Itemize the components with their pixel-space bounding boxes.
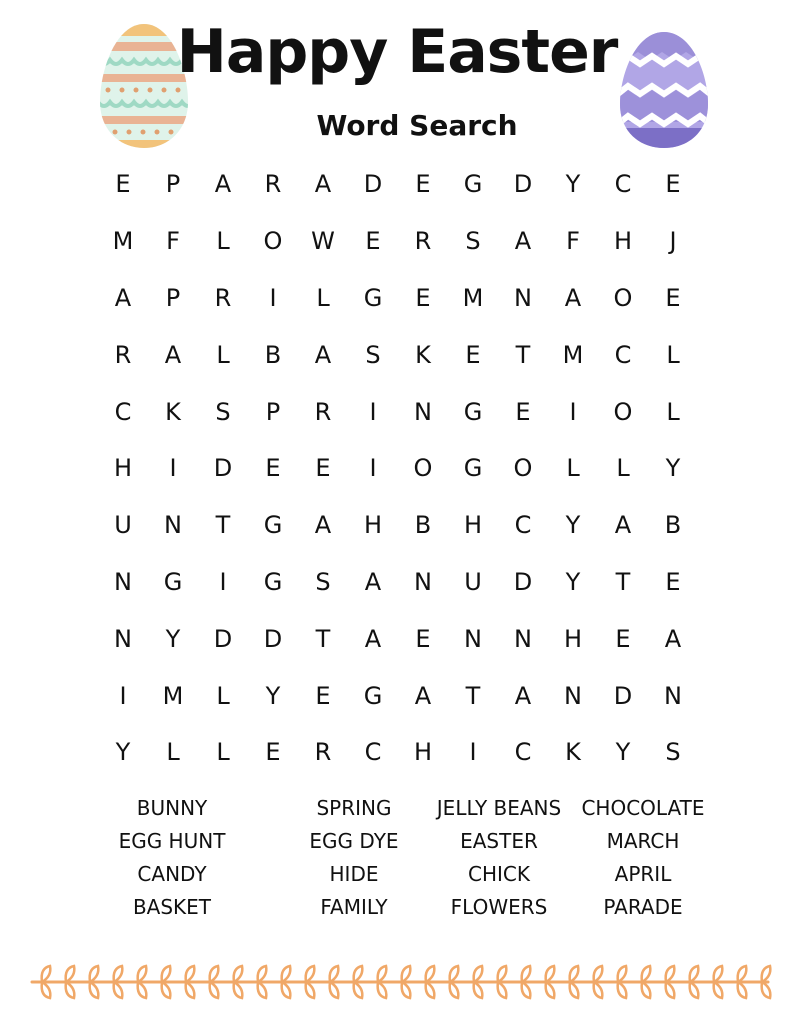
vine-leaf	[498, 966, 507, 982]
vine-leaf	[66, 982, 75, 998]
grid-letter: O	[263, 227, 283, 256]
word-list-item: BASKET	[132, 895, 212, 919]
grid-letter: N	[114, 624, 132, 653]
grid-letter: N	[164, 511, 182, 540]
grid-letter: R	[314, 397, 332, 426]
vine-leaf	[642, 982, 651, 998]
grid-letter: K	[415, 340, 431, 369]
letter-grid	[98, 156, 698, 781]
grid-letter: Y	[165, 624, 181, 653]
grid-letter: F	[566, 227, 580, 256]
grid-letter: N	[414, 567, 432, 596]
grid-letter: O	[613, 397, 633, 426]
grid-letter: L	[216, 340, 230, 369]
grid-letter: D	[513, 567, 533, 596]
grid-letter: N	[464, 624, 482, 653]
vine-leaf	[138, 982, 147, 998]
grid-letter: A	[214, 170, 232, 199]
grid-letter: F	[166, 227, 180, 256]
grid-letter: R	[214, 283, 232, 312]
grid-letter: S	[665, 738, 681, 767]
grid-letter: Y	[665, 454, 681, 483]
grid-letter: R	[414, 227, 432, 256]
grid-letter: T	[515, 340, 531, 369]
grid-letter: I	[469, 738, 477, 767]
grid-letter: T	[615, 567, 631, 596]
vine-leaf	[546, 982, 555, 998]
grid-letter: N	[514, 624, 532, 653]
word-list-item: CHOCOLATE	[581, 796, 705, 820]
grid-letter: Y	[115, 738, 131, 767]
word-list-item: FLOWERS	[450, 895, 548, 919]
page-subtitle: Word Search	[316, 109, 518, 142]
grid-letter: T	[215, 511, 231, 540]
grid-letter: D	[213, 624, 233, 653]
grid-letter: H	[413, 738, 433, 767]
grid-letter: L	[316, 283, 330, 312]
vine-leaf	[690, 982, 699, 998]
grid-letter: E	[665, 283, 681, 312]
word-list-item: MARCH	[606, 829, 680, 853]
grid-letter: L	[666, 397, 680, 426]
grid-letter: B	[264, 340, 282, 369]
grid-letter: S	[365, 340, 381, 369]
grid-letter: K	[165, 397, 181, 426]
grid-letter: H	[463, 511, 483, 540]
grid-letter: G	[163, 567, 183, 596]
vine-leaf	[234, 966, 243, 982]
grid-letter: N	[564, 681, 582, 710]
grid-letter: C	[614, 170, 632, 199]
word-list-item: PARADE	[603, 895, 683, 919]
vine-leaf	[162, 982, 171, 998]
grid-letter: G	[463, 170, 483, 199]
vine-border-decoration	[28, 960, 772, 1004]
vine-leaf	[594, 966, 603, 982]
vine-leaf	[90, 982, 99, 998]
vine-leaf	[282, 982, 291, 998]
vine-leaf	[258, 982, 267, 998]
grid-letter: A	[164, 340, 182, 369]
word-column	[558, 792, 728, 924]
grid-letter: N	[664, 681, 682, 710]
vine-leaf	[402, 982, 411, 998]
vine-leaf	[498, 982, 507, 998]
grid-letter: A	[364, 567, 382, 596]
grid-letter: P	[165, 170, 181, 199]
grid-letter: O	[513, 454, 533, 483]
vine-leaf	[378, 982, 387, 998]
word-list-item: CANDY	[137, 862, 207, 886]
grid-letter: O	[413, 454, 433, 483]
vine-leaf	[546, 966, 555, 982]
word-list-item: EASTER	[460, 829, 538, 853]
grid-letter: I	[369, 397, 377, 426]
grid-letter: G	[463, 454, 483, 483]
word-list-item: APRIL	[614, 862, 672, 886]
vine-leaf	[42, 966, 51, 982]
grid-letter: C	[514, 738, 532, 767]
grid-letter: A	[664, 624, 682, 653]
grid-letter: A	[514, 681, 532, 710]
vine-leaf	[210, 982, 219, 998]
grid-letter: K	[565, 738, 581, 767]
grid-letter: G	[363, 681, 383, 710]
vine-leaf	[738, 982, 747, 998]
vine-leaf	[570, 982, 579, 998]
word-list-item: EGG HUNT	[118, 829, 226, 853]
grid-letter: G	[363, 283, 383, 312]
grid-letter: S	[215, 397, 231, 426]
vine-leaf	[762, 982, 771, 998]
vine-leaf	[162, 966, 171, 982]
grid-letter: I	[169, 454, 177, 483]
vine-leaf	[210, 966, 219, 982]
vine-leaf	[618, 966, 627, 982]
grid-letter: M	[462, 283, 484, 312]
grid-letter: B	[664, 511, 682, 540]
grid-letter: P	[165, 283, 181, 312]
grid-letter: M	[562, 340, 584, 369]
word-list-item: BUNNY	[136, 796, 208, 820]
grid-letter: M	[112, 227, 134, 256]
vine-leaf	[666, 982, 675, 998]
grid-letter: A	[414, 681, 432, 710]
grid-letter: L	[216, 738, 230, 767]
grid-letter: A	[614, 511, 632, 540]
vine-leaf	[42, 982, 51, 998]
grid-letter: D	[263, 624, 283, 653]
grid-letter: D	[613, 681, 633, 710]
grid-letter: A	[114, 283, 132, 312]
vine-leaf	[570, 966, 579, 982]
grid-letter: H	[113, 454, 133, 483]
word-list-item: JELLY BEANS	[436, 796, 562, 820]
grid-letter: N	[514, 283, 532, 312]
grid-letter: O	[613, 283, 633, 312]
vine-leaf	[186, 982, 195, 998]
grid-letter: Y	[565, 511, 581, 540]
grid-letter: D	[513, 170, 533, 199]
grid-letter: S	[315, 567, 331, 596]
vine-leaf	[522, 982, 531, 998]
grid-letter: C	[614, 340, 632, 369]
grid-letter: E	[465, 340, 481, 369]
vine-leaf	[90, 966, 99, 982]
grid-letter: E	[415, 624, 431, 653]
grid-letter: I	[569, 397, 577, 426]
grid-letter: E	[315, 454, 331, 483]
grid-letter: I	[119, 681, 127, 710]
grid-letter: R	[314, 738, 332, 767]
vine-leaf	[426, 982, 435, 998]
vine-leaf	[690, 966, 699, 982]
grid-letter: I	[269, 283, 277, 312]
grid-letter: Y	[265, 681, 281, 710]
grid-letter: I	[369, 454, 377, 483]
grid-letter: A	[314, 511, 332, 540]
vine-leaf	[522, 966, 531, 982]
page-title: Happy Easter	[176, 17, 618, 87]
grid-letter: R	[114, 340, 132, 369]
vine-leaf	[186, 966, 195, 982]
word-column	[419, 792, 579, 924]
grid-letter: A	[514, 227, 532, 256]
word-column	[274, 792, 434, 924]
vine-leaf	[474, 966, 483, 982]
vine-leaf	[378, 966, 387, 982]
grid-letter: A	[564, 283, 582, 312]
vine-leaf	[426, 966, 435, 982]
grid-letter: J	[669, 227, 677, 256]
word-list-item: CHICK	[468, 862, 530, 886]
grid-letter: I	[219, 567, 227, 596]
grid-letter: L	[166, 738, 180, 767]
grid-letter: H	[363, 511, 383, 540]
word-list-item: FAMILY	[320, 895, 388, 919]
grid-letter: E	[365, 227, 381, 256]
grid-letter: E	[615, 624, 631, 653]
grid-letter: C	[114, 397, 132, 426]
grid-letter: L	[216, 681, 230, 710]
vine-leaf	[114, 966, 123, 982]
word-list-item: EGG DYE	[309, 829, 399, 853]
vine-leaf	[450, 966, 459, 982]
grid-letter: W	[311, 227, 335, 256]
grid-letter: H	[613, 227, 633, 256]
grid-letter: L	[216, 227, 230, 256]
grid-letter: Y	[565, 170, 581, 199]
word-column	[87, 792, 257, 924]
grid-letter: M	[162, 681, 184, 710]
vine-leaf	[258, 966, 267, 982]
grid-letter: S	[465, 227, 481, 256]
grid-letter: P	[265, 397, 281, 426]
grid-letter: L	[616, 454, 630, 483]
grid-letter: D	[213, 454, 233, 483]
grid-letter: A	[314, 340, 332, 369]
grid-letter: G	[263, 567, 283, 596]
grid-letter: D	[363, 170, 383, 199]
grid-letter: Y	[615, 738, 631, 767]
grid-letter: L	[566, 454, 580, 483]
grid-letter: G	[463, 397, 483, 426]
vine-leaf	[714, 966, 723, 982]
grid-letter: H	[563, 624, 583, 653]
vine-leaf	[738, 966, 747, 982]
grid-letter: E	[515, 397, 531, 426]
grid-letter: Y	[565, 567, 581, 596]
grid-letter: R	[264, 170, 282, 199]
word-list-item: SPRING	[316, 796, 392, 820]
grid-letter: T	[315, 624, 331, 653]
vine-leaf	[474, 982, 483, 998]
word-list-item: HIDE	[329, 862, 379, 886]
vine-leaf	[306, 966, 315, 982]
grid-letter: U	[114, 511, 132, 540]
grid-letter: E	[415, 170, 431, 199]
grid-letter: E	[115, 170, 131, 199]
vine-leaf	[594, 982, 603, 998]
vine-leaf	[402, 966, 411, 982]
grid-letter: T	[465, 681, 481, 710]
vine-leaf	[714, 982, 723, 998]
vine-leaf	[330, 966, 339, 982]
vine-leaf	[330, 982, 339, 998]
grid-letter: L	[666, 340, 680, 369]
grid-letter: E	[665, 567, 681, 596]
vine-leaf	[666, 966, 675, 982]
vine-leaf	[354, 966, 363, 982]
grid-letter: A	[364, 624, 382, 653]
grid-letter: C	[364, 738, 382, 767]
grid-letter: N	[114, 567, 132, 596]
vine-leaf	[450, 982, 459, 998]
vine-leaf	[618, 982, 627, 998]
vine-leaf	[354, 982, 363, 998]
grid-letter: G	[263, 511, 283, 540]
grid-letter: B	[414, 511, 432, 540]
grid-letter: E	[315, 681, 331, 710]
vine-leaf	[306, 982, 315, 998]
grid-letter: U	[464, 567, 482, 596]
vine-leaf	[114, 982, 123, 998]
grid-letter: E	[665, 170, 681, 199]
vine-leaf	[762, 966, 771, 982]
grid-letter: E	[265, 454, 281, 483]
vine-leaf	[234, 982, 243, 998]
grid-letter: C	[514, 511, 532, 540]
grid-letter: N	[414, 397, 432, 426]
vine-leaf	[642, 966, 651, 982]
vine-leaf	[282, 966, 291, 982]
grid-letter: E	[265, 738, 281, 767]
vine-leaf	[66, 966, 75, 982]
grid-letter: A	[314, 170, 332, 199]
vine-leaf	[138, 966, 147, 982]
grid-letter: E	[415, 283, 431, 312]
